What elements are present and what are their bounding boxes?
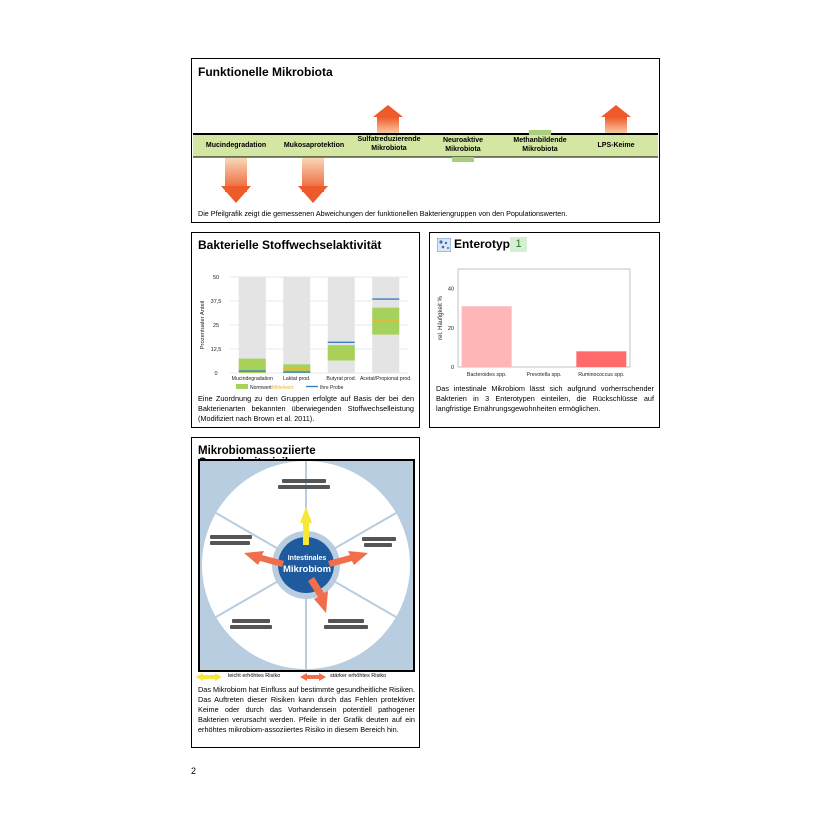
functional-microbiota-panel <box>191 58 660 223</box>
strong-risk-legend-label: stärker erhöhtes Risiko <box>330 673 387 679</box>
light-risk-legend-label: leicht erhöhtes Risiko <box>228 673 281 679</box>
metabolic-panel <box>191 232 420 428</box>
risks-panel <box>191 437 420 748</box>
enterotype-ylabel: rel. Häufigkeit % <box>438 296 444 340</box>
metabolic-ytick: 0 <box>214 371 218 377</box>
enterotype-icon <box>437 238 451 252</box>
metabolic-caption: Eine Zuordnung zu den Gruppen erfolgte auf Basis der bei den Bakterienarten bekannten überwiegenden Stoffwechselleistung (Modifiziert nach Brown et al. 2011). <box>198 394 414 423</box>
light-risk-legend-arrow <box>196 673 222 681</box>
enterotype-category-label: Prevotella spp. <box>526 372 562 378</box>
enterotype-category-label: Bacteroides spp. <box>466 372 507 378</box>
enterotype-value-badge: 1 <box>510 237 527 252</box>
mucindegradation-down-arrow <box>221 158 251 203</box>
metabolic-chart <box>192 255 419 417</box>
metabolic-title: Bakterielle Stoffwechselaktivität <box>198 238 382 252</box>
group-label-mukosaprotektion: Mukosaprotektion <box>283 142 345 149</box>
metabolic-ytick: 37,5 <box>210 299 222 305</box>
enterotype-chart <box>430 263 659 383</box>
metabolic-legend-normal-swatch <box>236 384 248 389</box>
metabolic-ytick: 25 <box>212 323 220 329</box>
metabolic-normal-range <box>372 308 399 335</box>
metabolic-ytick: 12,5 <box>210 347 222 353</box>
lps-up-arrow <box>601 105 631 133</box>
metabolic-ytick: 50 <box>212 275 220 281</box>
group-label-sulfat: Sulfatreduzierende Mikrobiota <box>357 136 421 152</box>
sulfat-up-arrow <box>373 105 403 133</box>
metabolic-bar-bg <box>283 277 310 373</box>
metabolic-ylabel: Prozentualer Anteil <box>200 300 206 350</box>
mukosaprotektion-down-arrow <box>298 158 328 203</box>
group-label-methan: Methanbildende Mikrobiota <box>513 137 567 153</box>
group-label-neuroaktiv: Neuroaktive Mikrobiota <box>442 137 484 153</box>
enterotype-title: Enterotyp <box>454 237 511 251</box>
functional-caption: Die Pfeilgrafik zeigt die gemessenen Abweichungen der funktionellen Bakteriengruppen von den Populationswerten. <box>198 209 568 218</box>
risks-title: Mikrobiomassoziierte <box>198 445 316 457</box>
enterotype-bar <box>462 306 512 367</box>
risks-caption: Das Mikrobiom hat Einfluss auf bestimmte gesundheitliche Risiken. Das Auftreten dieser Risiken kann durch das Fehlen protektiver Keime oder durch das Vorhandensein potentiell pathogener Bakterien verursacht werden. Pfeile in der Grafik deuten auf ein erhöhtes mikrobiom-assoziiertes Risiko in diesem Bereich hin. <box>198 685 415 734</box>
page-number: 2 <box>191 766 197 776</box>
enterotype-ytick: 0 <box>450 365 454 371</box>
metabolic-category-label: Acetat/Propionat prod. <box>359 376 412 382</box>
methan-marker <box>529 130 551 135</box>
enterotype-ytick: 20 <box>447 325 454 332</box>
metabolic-legend-sample-label: Ihre Probe <box>320 385 344 391</box>
enterotype-ytick: 40 <box>447 286 454 293</box>
enterotype-category-label: Ruminococcus spp. <box>578 372 625 378</box>
center-label-2: Mikrobiom <box>282 564 332 575</box>
group-label-mucindegradation: Mucindegradation <box>205 142 267 149</box>
center-label-1: Intestinales <box>287 555 327 562</box>
enterotype-panel <box>429 232 660 428</box>
metabolic-category-label: Laktat prod. <box>283 376 311 382</box>
metabolic-category-label: Mucindegradation <box>231 376 273 382</box>
enterotype-caption: Das intestinale Mikrobiom lässt sich aufgrund vorherrschender Bakterien in 3 Enterotypen einteilen, die Rückschlüsse auf langfristige Ernährungsgewohnheiten ermöglichen. <box>436 384 654 413</box>
functional-title: Funktionelle Mikrobiota <box>198 65 333 79</box>
neuroaktive-marker <box>452 157 474 162</box>
group-label-lps: LPS-Keime <box>597 142 635 149</box>
metabolic-legend-normal-label: Normwert <box>250 385 272 391</box>
metabolic-category-label: Butyrat prod. <box>326 376 357 382</box>
metabolic-legend-median-label: Mittelwert <box>272 385 294 391</box>
metabolic-normal-range <box>328 345 355 360</box>
strong-risk-legend-arrow <box>300 673 326 681</box>
enterotype-bar <box>576 351 626 367</box>
